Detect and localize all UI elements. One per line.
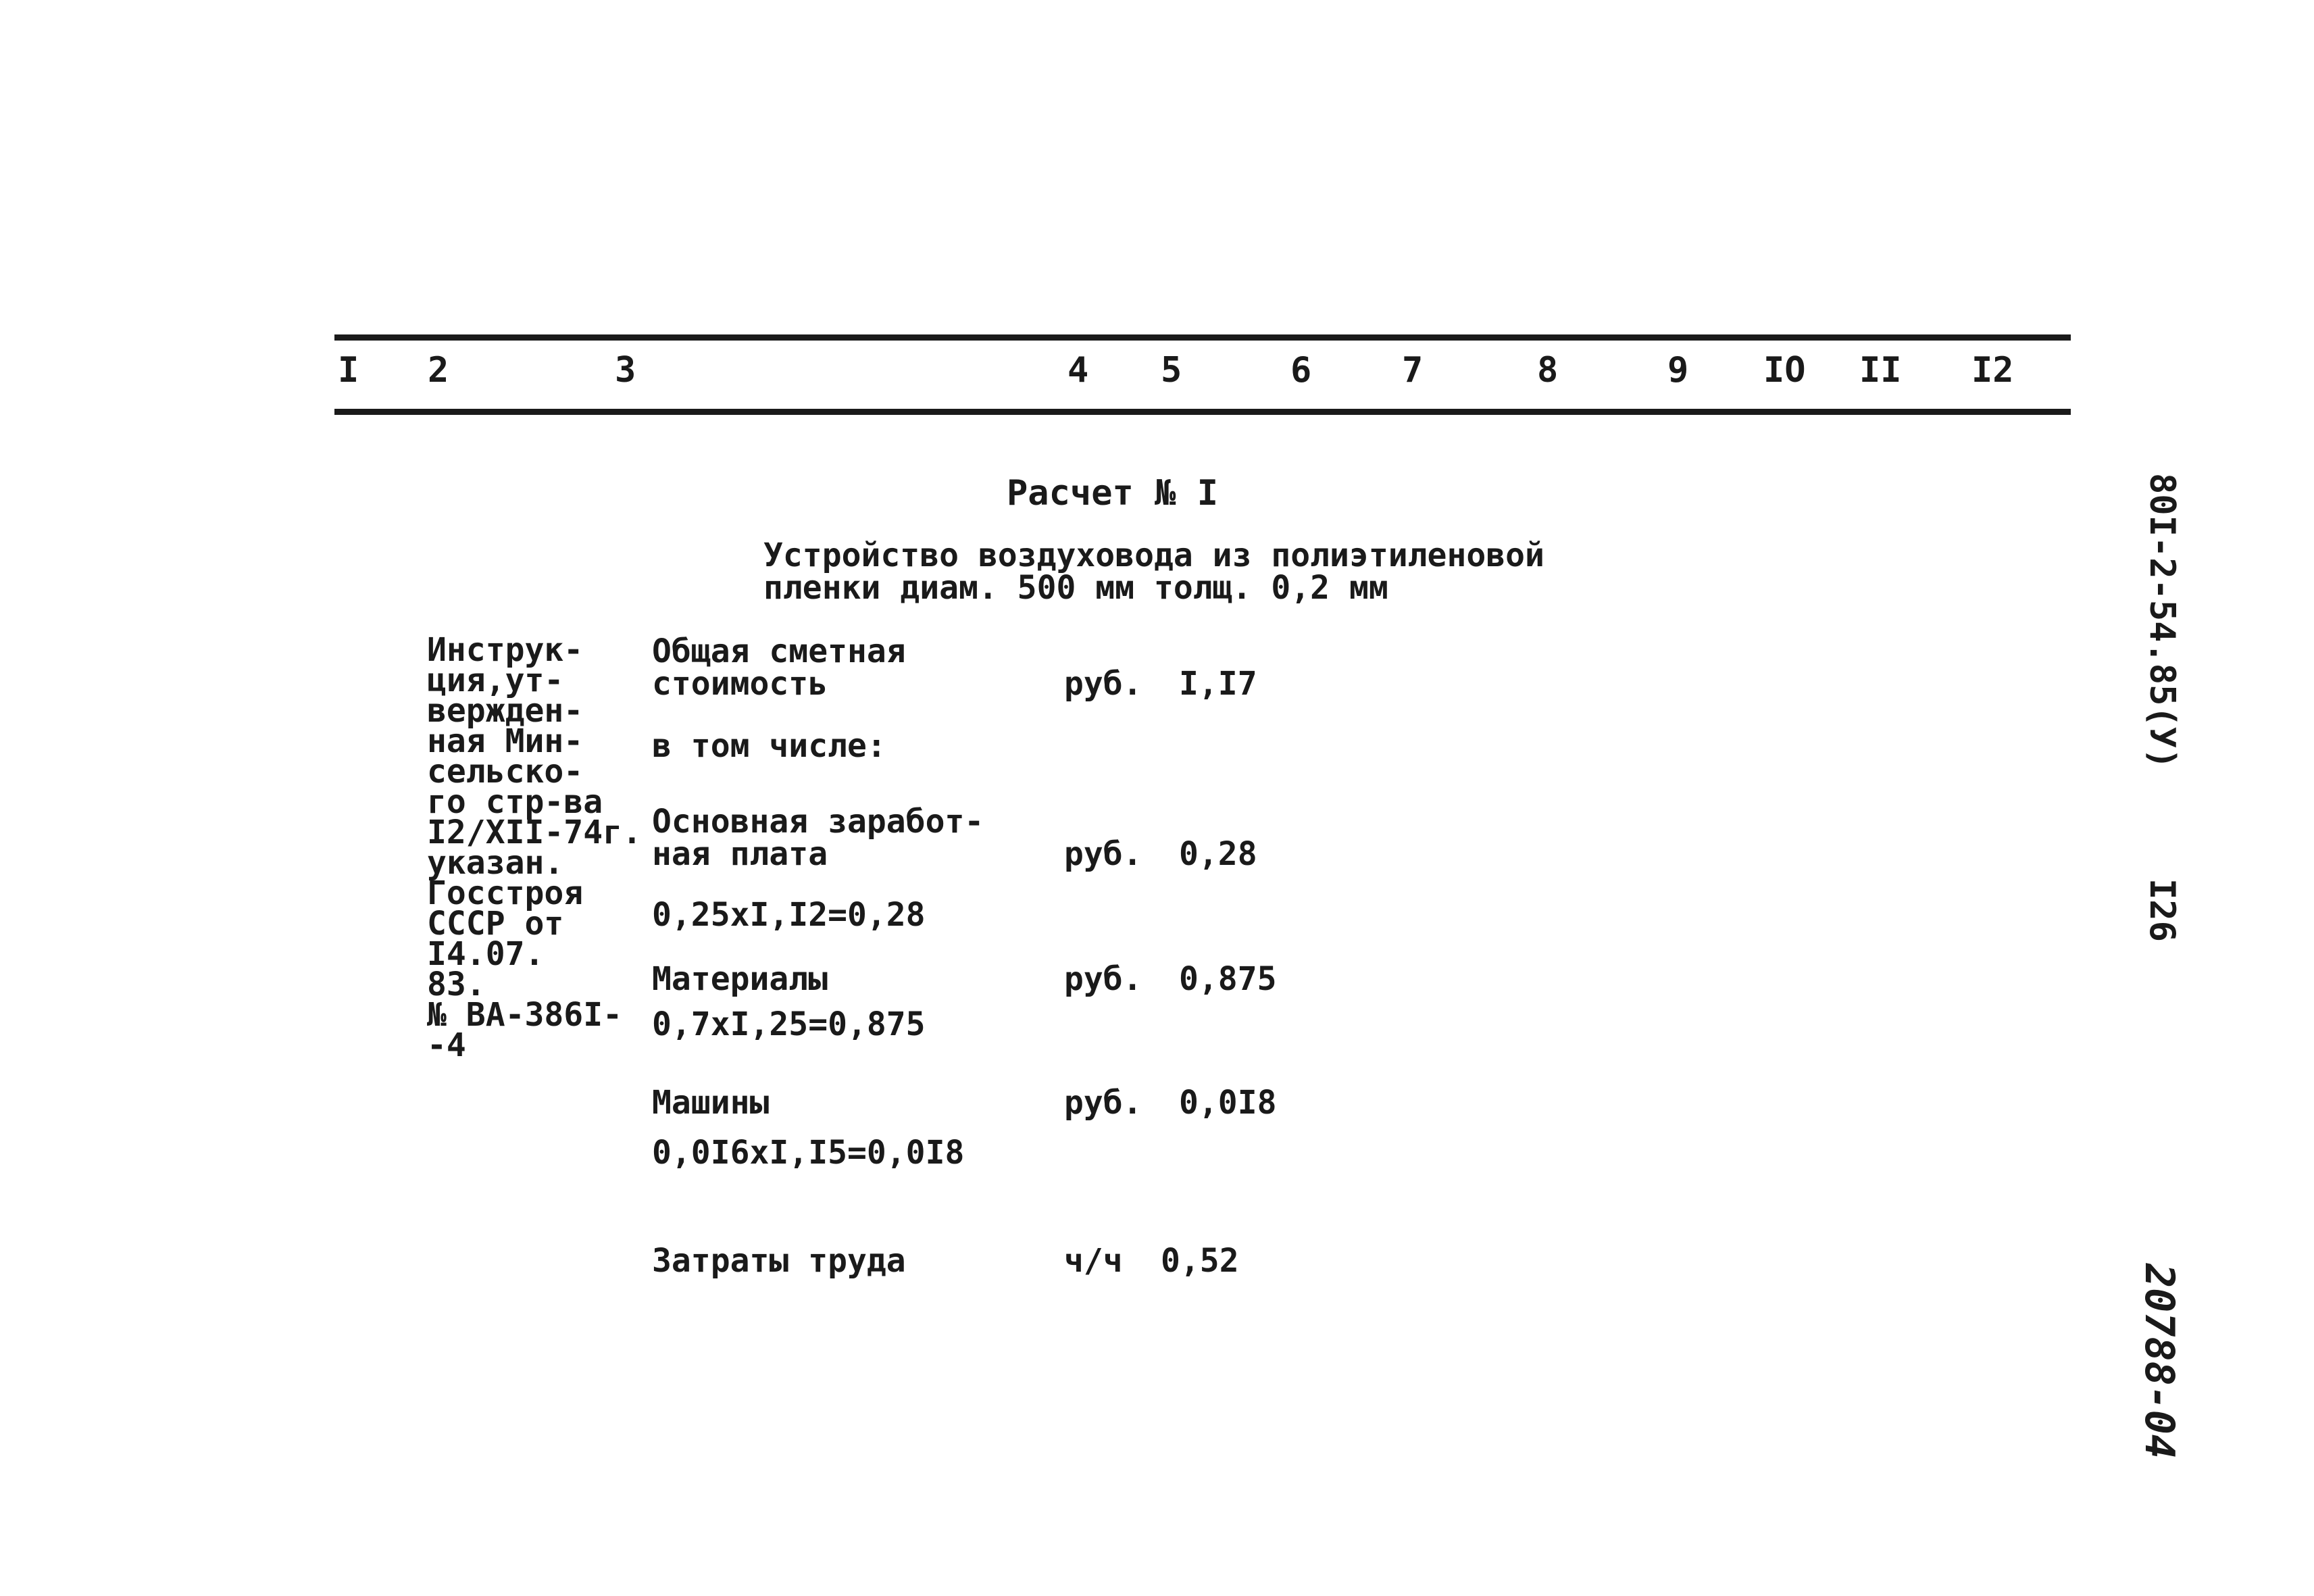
source-reference-line: СССР от xyxy=(427,905,564,943)
column-number-8: 8 xyxy=(1537,350,1559,391)
machines-label: Машины xyxy=(652,1084,770,1122)
source-reference-line: ная Мин- xyxy=(427,722,584,760)
source-reference-line: Госстроя xyxy=(427,874,584,912)
wages-label-line-2: ная плата xyxy=(652,835,828,873)
source-reference-line: Инструк- xyxy=(427,631,584,669)
header-rule-top xyxy=(334,334,2071,341)
including-label: в том числе: xyxy=(652,727,886,765)
machines-formula: 0,0I6xI,I5=0,0I8 xyxy=(652,1134,965,1172)
materials-unit: руб. xyxy=(1064,960,1142,998)
source-reference-line: вержден- xyxy=(427,692,584,730)
machines-value: 0,0I8 xyxy=(1179,1084,1277,1122)
labor-cost-label: Затраты труда xyxy=(652,1242,906,1280)
column-number-9: 9 xyxy=(1667,350,1689,391)
column-number-3: 3 xyxy=(615,350,636,391)
source-reference-line: I4.07. xyxy=(427,935,545,973)
source-reference-line: указан. xyxy=(427,844,564,882)
calculation-title: Расчет № I xyxy=(1007,473,1219,514)
column-number-7: 7 xyxy=(1402,350,1424,391)
total-cost-label-line-1: Общая сметная xyxy=(652,632,906,670)
source-reference-line: 83. xyxy=(427,966,486,1003)
source-reference-line: I2/XII-74г. xyxy=(427,814,642,851)
wages-value: 0,28 xyxy=(1179,835,1257,873)
materials-formula: 0,7xI,25=0,875 xyxy=(652,1005,926,1043)
source-reference xyxy=(427,631,650,1064)
total-cost-unit: руб. xyxy=(1064,665,1142,703)
column-number-10: IO xyxy=(1763,350,1806,391)
column-number-11: II xyxy=(1859,350,1902,391)
column-number-4: 4 xyxy=(1067,350,1089,391)
materials-value: 0,875 xyxy=(1179,960,1277,998)
column-number-12: I2 xyxy=(1971,350,2014,391)
header-rule-bottom xyxy=(334,409,2071,415)
wages-formula: 0,25xI,I2=0,28 xyxy=(652,896,926,934)
wages-unit: руб. xyxy=(1064,835,1142,873)
source-reference-line: № ВА-386I- xyxy=(427,996,622,1034)
margin-page-number: I26 xyxy=(2142,878,2182,942)
calculation-subtitle-line-2: пленки диам. 500 мм толщ. 0,2 мм xyxy=(763,569,1388,607)
source-reference-line: сельско- xyxy=(427,753,584,791)
column-number-6: 6 xyxy=(1290,350,1312,391)
source-reference-line: ция,ут- xyxy=(427,662,564,699)
machines-unit: руб. xyxy=(1064,1084,1142,1122)
total-cost-value: I,I7 xyxy=(1179,665,1257,703)
labor-cost-unit: ч/ч xyxy=(1064,1242,1123,1280)
margin-inventory-stamp: 20788-04 xyxy=(2136,1264,2183,1459)
labor-cost-value: 0,52 xyxy=(1161,1242,1239,1280)
wages-label-line-1: Основная заработ- xyxy=(652,803,984,841)
calculation-subtitle-line-1: Устройство воздуховода из полиэтиленовой xyxy=(763,537,1544,574)
source-reference-line: го стр-ва xyxy=(427,783,603,821)
materials-label: Материалы xyxy=(652,960,828,998)
column-number-2: 2 xyxy=(428,350,449,391)
margin-document-code: 80I-2-54.85(У) xyxy=(2142,473,2182,770)
column-number-1: I xyxy=(338,350,359,391)
column-number-5: 5 xyxy=(1161,350,1182,391)
total-cost-label-line-2: стоимость xyxy=(652,665,828,703)
source-reference-line: -4 xyxy=(427,1026,466,1064)
